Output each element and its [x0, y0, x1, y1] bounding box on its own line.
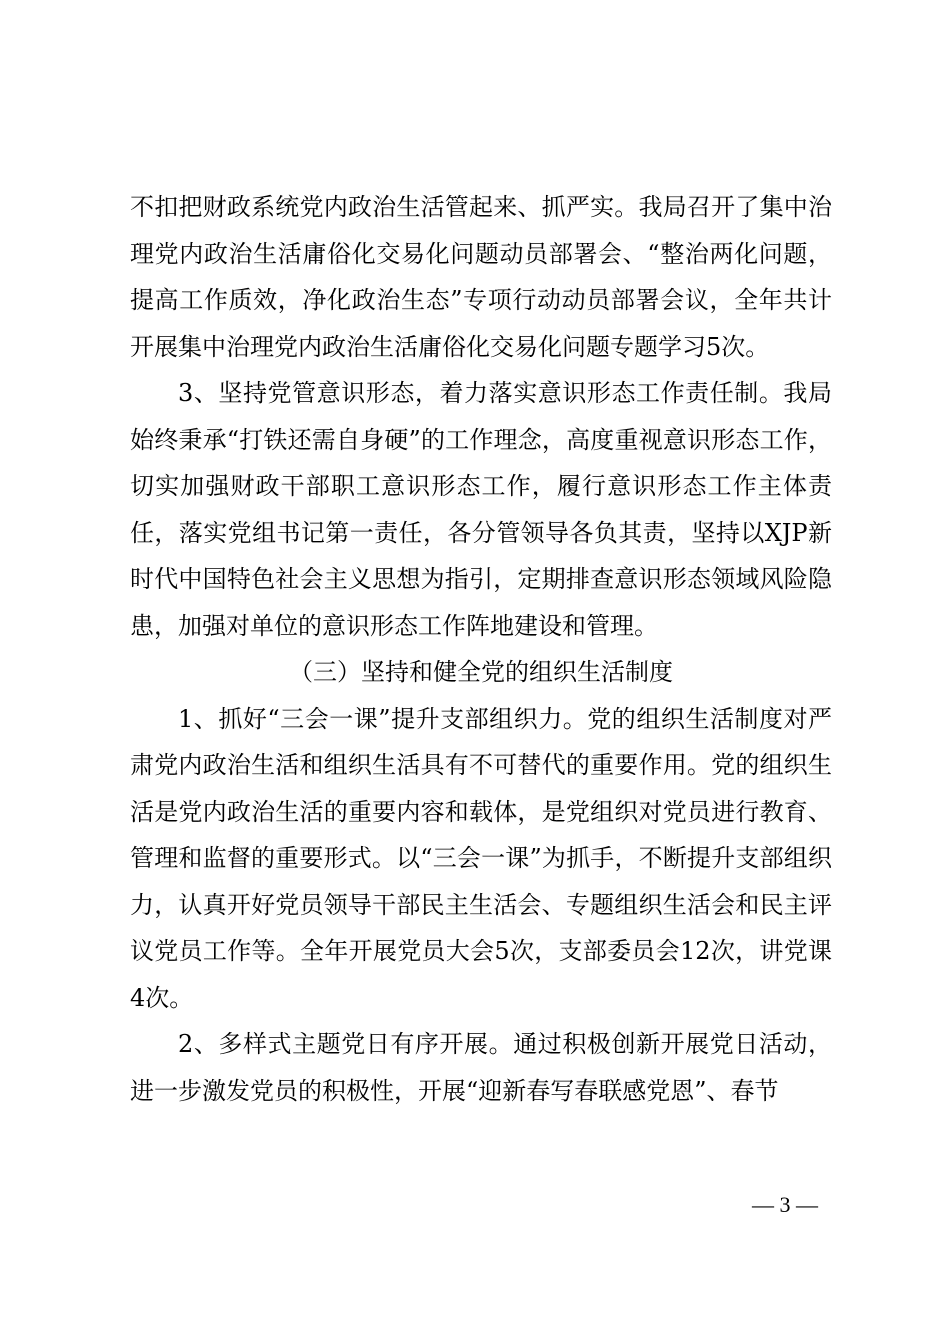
section-heading: （三）坚持和健全党的组织生活制度: [289, 658, 673, 686]
paragraph-theme-party-day: 2、多样式主题党日有序开展。通过积极创新开展党日活动，进一步激发党员的积极性，开展“迎新春写春联感党恩”、春节: [130, 1030, 832, 1105]
paragraph-three-meetings-one-lesson: 1、抓好“三会一课”提升支部组织力。党的组织生活制度对严肃党内政治生活和组织生活具有不可替代的重要作用。党的组织生活是党内政治生活的重要内容和载体，是党组织对党员进行教育、管理和监督的重要形式。以“三会一课”为抓手，不断提升支部组织力，认真开好党员领导干部民主生活会、专题组织生活会和民主评议党员工作等。全年开展党员大会5次，支部委员会12次，讲党课4次。: [130, 704, 832, 1012]
paragraph-ideology-responsibility: 3、坚持党管意识形态，着力落实意识形态工作责任制。我局始终秉承“打铁还需自身硬”的工作理念，高度重视意识形态工作，切实加强财政干部职工意识形态工作，履行意识形态工作主体责任，落实党组书记第一责任，各分管领导各负其责，坚持以XJP新时代中国特色社会主义思想为指引，定期排查意识形态领域风险隐患，加强对单位的意识形态工作阵地建设和管理。: [130, 379, 832, 640]
document-body: [130, 184, 832, 1114]
paragraph-continued: 不扣把财政系统党内政治生活管起来、抓严实。我局召开了集中治理党内政治生活庸俗化交易化问题动员部署会、“整治两化问题，提高工作质效，净化政治生态”专项行动动员部署会议，全年共计开展集中治理党内政治生活庸俗化交易化问题专题学习5次。: [130, 193, 832, 361]
page-number: — 3 —: [752, 1192, 818, 1217]
